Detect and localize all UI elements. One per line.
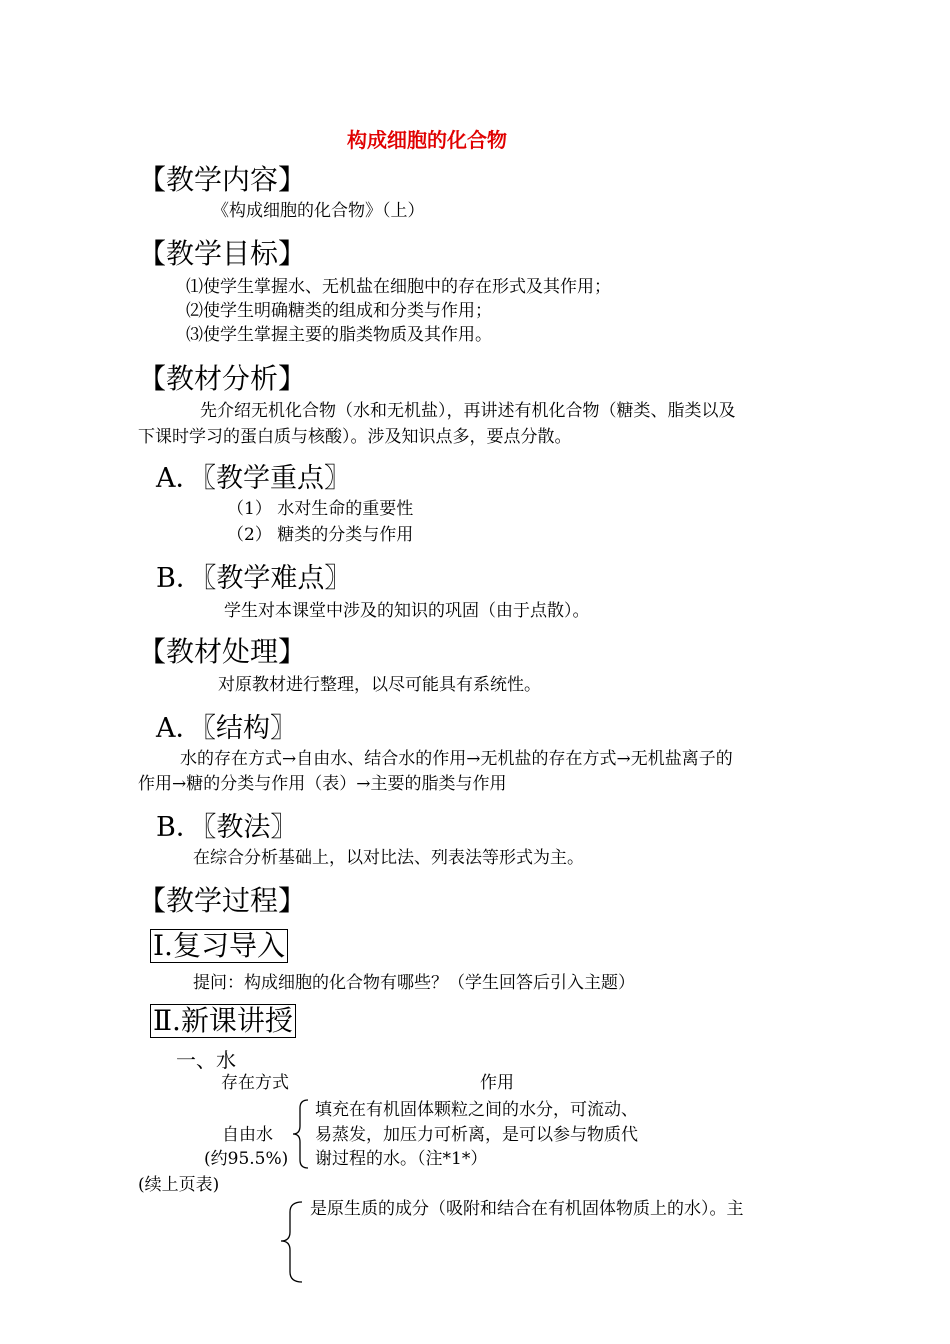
free-water-desc-line: 谢过程的水。（注*1*）: [315, 1149, 488, 1169]
section-heading-processing: 【教材处理】: [138, 635, 307, 668]
goal-item: ⑴使学生掌握水、无机盐在细胞中的存在形式及其作用；: [186, 277, 611, 297]
free-water-desc-line: 填充在有机固体颗粒之间的水分，可流动、: [315, 1100, 638, 1120]
water-heading: 一、水: [176, 1048, 236, 1072]
free-water-desc-line: 易蒸发，加压力可析离，是可以参与物质代: [315, 1125, 638, 1145]
review-heading: Ⅰ.复习导入: [150, 929, 288, 963]
processing-text: 对原教材进行整理，以尽可能具有系统性。: [218, 675, 541, 695]
subheading-structure: A．〖结构〗: [156, 713, 297, 744]
structure-text-line1: 水的存在方式→自由水、结合水的作用→无机盐的存在方式→无机盐离子的: [180, 749, 733, 769]
free-water-percent: (约95.5%): [204, 1149, 289, 1169]
subheading-difficulty: B．〖教学难点〗: [156, 563, 352, 594]
section-heading-analysis: 【教材分析】: [138, 362, 307, 395]
subheading-key-points: A．〖教学重点〗: [156, 463, 351, 494]
bound-water-desc: 是原生质的成分（吸附和结合在有机固体物质上的水）。主: [310, 1199, 744, 1219]
review-text: 提问：构成细胞的化合物有哪些？（学生回答后引入主题）: [193, 973, 635, 993]
structure-text-line2: 作用→糖的分类与作用（表）→主要的脂类与作用: [138, 774, 507, 794]
subheading-method: B．〖教法〗: [156, 812, 298, 843]
new-lesson-heading: Ⅱ.新课讲授: [150, 1004, 296, 1038]
key-point-item: （1） 水对生命的重要性: [227, 499, 414, 519]
goal-item: ⑶使学生掌握主要的脂类物质及其作用。: [186, 325, 492, 345]
free-water-label: 自由水: [222, 1125, 273, 1145]
page-title: 构成细胞的化合物: [347, 128, 507, 152]
section-heading-content: 【教学内容】: [138, 163, 307, 196]
method-text: 在综合分析基础上，以对比法、列表法等形式为主。: [193, 848, 584, 868]
column-header-form: 存在方式: [221, 1073, 289, 1093]
goal-item: ⑵使学生明确糖类的组成和分类与作用；: [186, 301, 492, 321]
section-heading-goals: 【教学目标】: [138, 237, 307, 270]
column-header-role: 作用: [480, 1073, 514, 1093]
content-text: 《构成细胞的化合物》（上）: [212, 201, 425, 221]
analysis-text-line1: 先介绍无机化合物（水和无机盐），再讲述有机化合物（糖类、脂类以及: [200, 401, 736, 421]
section-heading-process: 【教学过程】: [138, 884, 307, 917]
analysis-text-line2: 下课时学习的蛋白质与核酸）。涉及知识点多，要点分散。: [138, 427, 572, 447]
difficulty-text: 学生对本课堂中涉及的知识的巩固（由于点散）。: [224, 601, 590, 621]
brace-free-water: [290, 1098, 310, 1170]
key-point-item: （2） 糖类的分类与作用: [227, 525, 414, 545]
brace-bound-water: [278, 1200, 304, 1284]
continued-note: (续上页表): [138, 1175, 220, 1195]
